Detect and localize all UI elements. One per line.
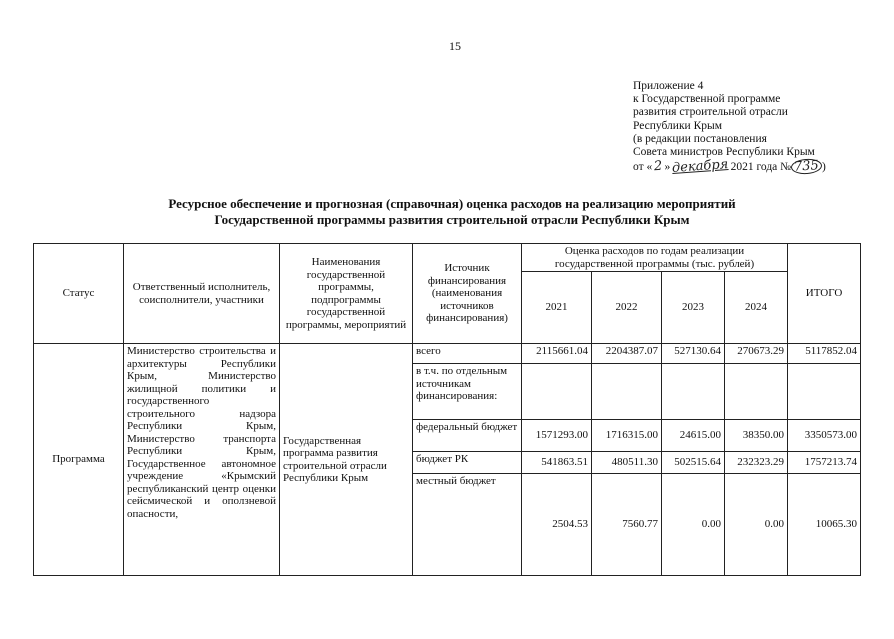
header-program-name: Наименования государственной программы, подпрограммы государственной программы, мероприятий (280, 244, 413, 344)
value-cell: 2504.53 (522, 474, 592, 576)
date-year: 2021 года № (730, 161, 792, 174)
value-cell: 2204387.07 (592, 344, 662, 364)
value-cell (725, 364, 788, 420)
source-cell: федеральный бюджет (413, 420, 522, 452)
header-estimate: Оценка расходов по годам реализации государственной программы (тыс. рублей) (522, 244, 788, 272)
value-cell: 1571293.00 (522, 420, 592, 452)
value-cell: 0.00 (725, 474, 788, 576)
header-executor: Ответственный исполнитель, соисполнители, участники (124, 244, 280, 344)
title-line-2: Государственной программы развития строительной отрасли Республики Крым (214, 212, 690, 227)
handwritten-month: декабря (671, 157, 730, 177)
appendix-line: Приложение 4 (633, 80, 704, 92)
executor-cell: Министерство строительства и архитектуры Республики Крым, Министерство жилищной политики и государственного строительного надзора Республики Крым, Министерство транспорта Республики Крым, Государственное автономное учреждение «Крымский республиканский центр оценки сейсмической и оползневой опасности, (124, 344, 280, 576)
header-status: Статус (34, 244, 124, 344)
value-cell: 527130.64 (662, 344, 725, 364)
value-cell: 232323.29 (725, 452, 788, 474)
appendix-line: (в редакции постановления (633, 132, 767, 145)
value-cell: 480511.30 (592, 452, 662, 474)
header-total: ИТОГО (788, 244, 861, 344)
total-cell: 5117852.04 (788, 344, 861, 364)
header-year-2023: 2023 (662, 272, 725, 344)
value-cell: 38350.00 (725, 420, 788, 452)
appendix-line: Совета министров Республики Крым (633, 146, 815, 159)
total-cell: 10065.30 (788, 474, 861, 576)
table-row (34, 344, 861, 364)
appendix-line: развития строительной отрасли (633, 106, 788, 119)
value-cell: 270673.29 (725, 344, 788, 364)
value-cell: 1716315.00 (592, 420, 662, 452)
header-source: Источник финансирования (наименования источников финансирования) (413, 244, 522, 344)
value-cell (662, 364, 725, 420)
document-title (90, 196, 814, 228)
handwritten-day: 2 (653, 158, 664, 175)
header-year-2021: 2021 (522, 272, 592, 344)
appendix-date-line: от «2» декабря 2021 года № 735 ) (633, 157, 826, 177)
value-cell: 0.00 (662, 474, 725, 576)
value-cell: 24615.00 (662, 420, 725, 452)
date-mid: » (664, 161, 671, 174)
total-cell: 1757213.74 (788, 452, 861, 474)
value-cell (592, 364, 662, 420)
header-year-2022: 2022 (592, 272, 662, 344)
source-cell: бюджет РК (413, 452, 522, 474)
value-cell (522, 364, 592, 420)
budget-table (33, 243, 861, 576)
total-cell (788, 364, 861, 420)
total-cell: 3350573.00 (788, 420, 861, 452)
page-number: 15 (449, 39, 461, 53)
date-prefix: от « (633, 161, 653, 174)
source-cell: всего (413, 344, 522, 364)
appendix-line: к Государственной программе (633, 93, 781, 106)
source-cell: в т.ч. по отдельным источникам финансирования: (413, 364, 522, 420)
status-cell: Программа (34, 344, 124, 576)
header-year-2024: 2024 (725, 272, 788, 344)
title-line-1: Ресурсное обеспечение и прогнозная (справочная) оценка расходов на реализацию мероприятий (168, 196, 736, 211)
value-cell: 541863.51 (522, 452, 592, 474)
appendix-block (633, 80, 873, 177)
handwritten-number: 735 (791, 158, 823, 175)
value-cell: 502515.64 (662, 452, 725, 474)
appendix-line: Республики Крым (633, 119, 722, 132)
source-cell: местный бюджет (413, 474, 522, 576)
value-cell: 2115661.04 (522, 344, 592, 364)
program-name-cell: Государственная программа развития строительной отрасли Республики Крым (280, 344, 413, 576)
value-cell: 7560.77 (592, 474, 662, 576)
